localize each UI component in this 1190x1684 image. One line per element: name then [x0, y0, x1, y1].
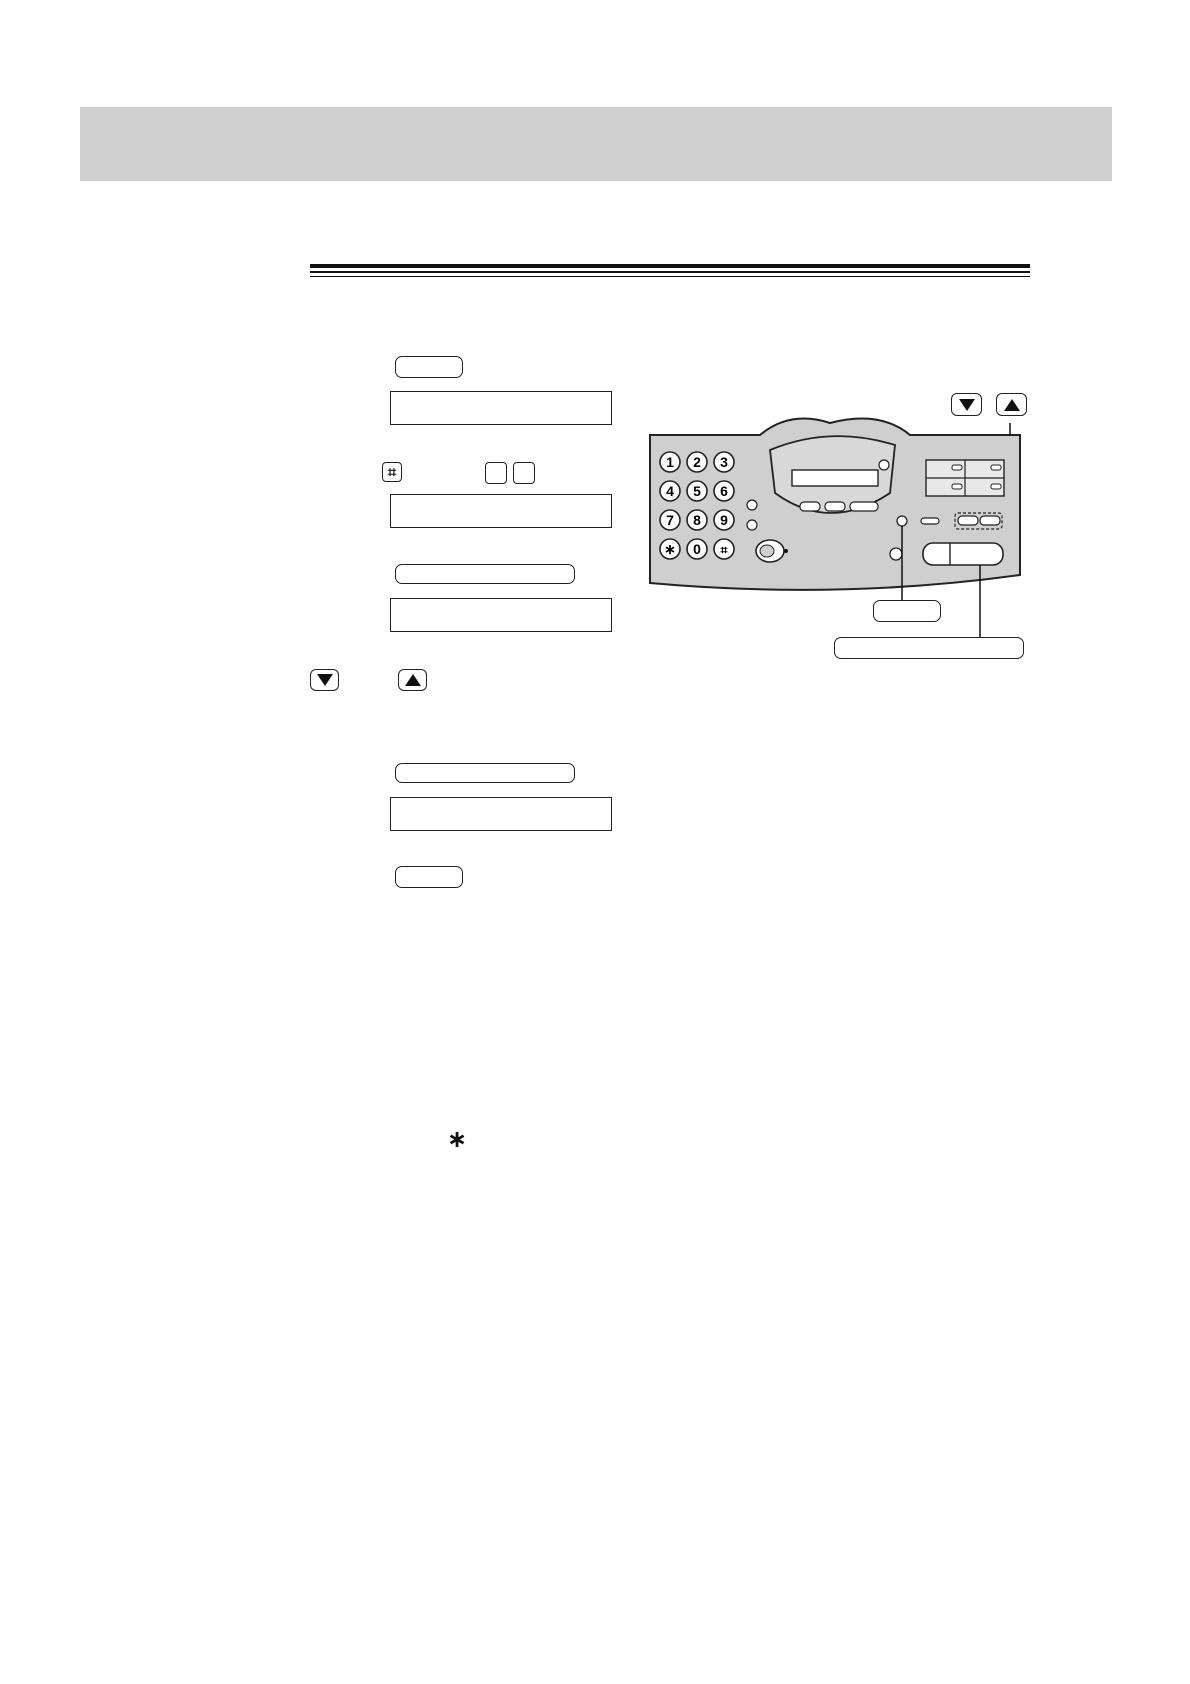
down-triangle: [959, 399, 975, 411]
svg-text:⌗: ⌗: [720, 543, 728, 557]
step5-key[interactable]: [395, 763, 575, 783]
lcd-screen: [792, 470, 878, 486]
svg-text:6: 6: [720, 483, 728, 499]
up-arrow-key-icon[interactable]: [398, 669, 427, 691]
hash-glyph: ⌗: [387, 463, 397, 481]
display-box-2: [390, 494, 612, 528]
display-box-3: [390, 598, 612, 632]
section-rule-middle: [310, 271, 1030, 273]
number-key-1[interactable]: [485, 462, 507, 484]
section-rule-bottom: [310, 276, 1030, 277]
svg-text:∗: ∗: [664, 541, 676, 557]
svg-text:5: 5: [693, 483, 701, 499]
svg-text:4: 4: [666, 483, 674, 499]
down-triangle: [317, 674, 333, 686]
svg-text:0: 0: [693, 541, 701, 557]
svg-text:1: 1: [666, 454, 674, 470]
down-arrow-key-icon[interactable]: [310, 669, 339, 691]
number-key-2[interactable]: [513, 462, 535, 484]
lamp: [879, 460, 889, 470]
step3-key[interactable]: [395, 564, 575, 584]
up-triangle: [1004, 399, 1020, 411]
svg-text:9: 9: [720, 512, 728, 528]
step6-key[interactable]: [395, 866, 463, 888]
fax-machine-control-panel-illustration: [640, 415, 1040, 665]
asterisk-icon: ∗: [447, 1125, 468, 1153]
hash-key-icon[interactable]: [382, 462, 402, 482]
display-box-1: [390, 391, 612, 425]
callout-key-small: [873, 600, 941, 622]
section-rule-top: [310, 264, 1030, 268]
header-band: [80, 107, 1112, 181]
svg-text:8: 8: [693, 512, 701, 528]
illustration-up-arrow-key-icon: [996, 393, 1027, 416]
display-box-4: [390, 797, 612, 831]
svg-text:2: 2: [693, 454, 701, 470]
svg-text:3: 3: [720, 454, 728, 470]
step1-key[interactable]: [395, 356, 463, 378]
up-triangle: [405, 674, 421, 686]
illustration-down-arrow-key-icon: [951, 393, 982, 416]
callout-key-long: [834, 637, 1024, 659]
svg-text:7: 7: [666, 512, 674, 528]
